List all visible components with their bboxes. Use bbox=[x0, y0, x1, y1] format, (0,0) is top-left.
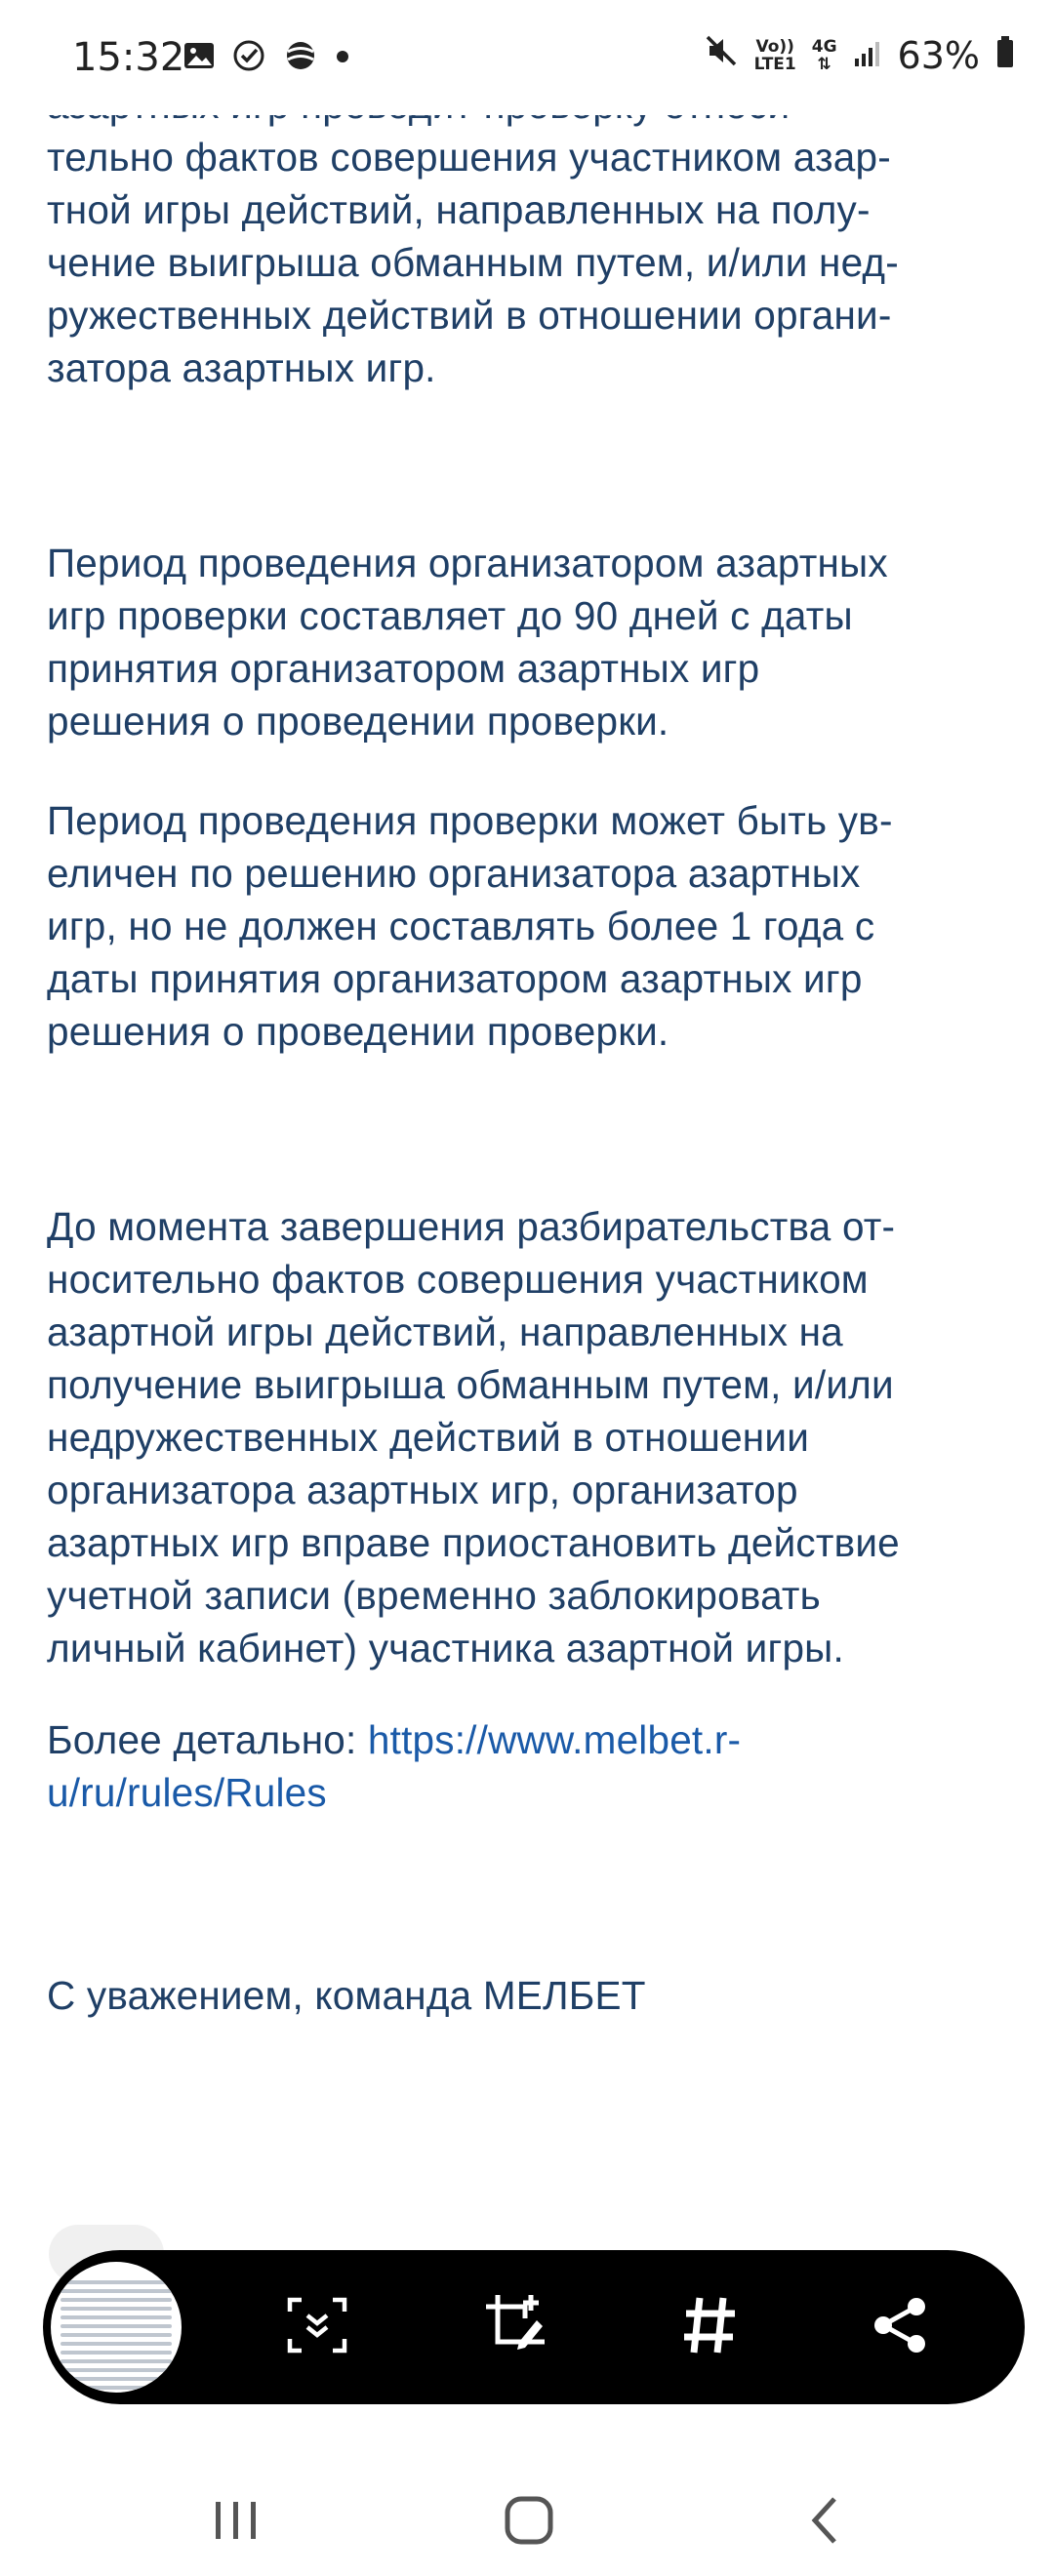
share-button[interactable] bbox=[861, 2287, 941, 2367]
signal-icon bbox=[853, 34, 882, 77]
recent-apps-icon bbox=[212, 2498, 261, 2548]
email-paragraph: тельно фактов совершения участником азар- тной игры действий, направленных на полу- чение выигрыша обманным путем, и/или нед- ружественных действий в отношении органи- затора азартных игр. bbox=[47, 135, 899, 390]
status-bar bbox=[0, 0, 1054, 115]
mute-icon bbox=[704, 33, 739, 77]
screenshot-toolbar bbox=[43, 2250, 1025, 2404]
email-paragraph: Период проведения организатором азартных игр проверки составляет до 90 дней с даты принятия организатором азартных игр решения о проведении проверки. bbox=[47, 541, 888, 744]
details-label: Более детально: bbox=[47, 1717, 368, 1762]
crop-edit-button[interactable] bbox=[476, 2287, 556, 2367]
battery-percent: 63% bbox=[897, 33, 980, 77]
email-paragraph: До момента завершения разбирательства от- носительно фактов совершения участником азартной игры действий, направленных на получение выигрыша обманным путем, и/или недружественных действий в отношении организатора азартных игр, организатор азартных игр вправе приостановить действие учетной записи (временно заблокировать личный кабинет) участника азартной игры. bbox=[47, 1204, 900, 1670]
battery-icon bbox=[995, 34, 1015, 77]
globe-app-icon bbox=[283, 39, 318, 76]
scroll-capture-icon bbox=[286, 2296, 348, 2359]
image-icon bbox=[183, 42, 215, 73]
share-icon bbox=[872, 2295, 930, 2360]
home-button[interactable] bbox=[485, 2488, 573, 2556]
back-button[interactable] bbox=[781, 2488, 869, 2556]
network-type-indicator: 4G ⇅ bbox=[811, 36, 837, 74]
hashtag-icon bbox=[680, 2294, 739, 2361]
check-circle-icon bbox=[232, 39, 265, 76]
recent-apps-button[interactable] bbox=[192, 2488, 280, 2556]
email-paragraph: Период проведения проверки может быть ув- еличен по решению организатора азартных игр, но не должен составлять более 1 года с даты принятия организатором азартных игр решения о проведении проверки. bbox=[47, 798, 893, 1054]
notification-icons bbox=[183, 39, 349, 76]
details-line bbox=[47, 1713, 1013, 1819]
dot-icon bbox=[336, 49, 349, 67]
rules-link[interactable]: https://www.melbet.r- u/ru/rules/Rules bbox=[47, 1717, 742, 1815]
back-icon bbox=[805, 2495, 844, 2551]
volte-indicator: Vo)) LTE1 bbox=[753, 36, 796, 74]
crop-edit-icon bbox=[482, 2291, 550, 2364]
hashtag-button[interactable] bbox=[669, 2287, 750, 2367]
navigation-bar bbox=[0, 2459, 1054, 2576]
status-time: 15:32 bbox=[72, 35, 185, 80]
home-icon bbox=[504, 2495, 554, 2551]
screenshot-thumbnail[interactable] bbox=[47, 2258, 185, 2396]
scroll-capture-button[interactable] bbox=[277, 2287, 357, 2367]
email-signature: С уважением, команда МЕЛБЕТ bbox=[47, 1973, 646, 2018]
